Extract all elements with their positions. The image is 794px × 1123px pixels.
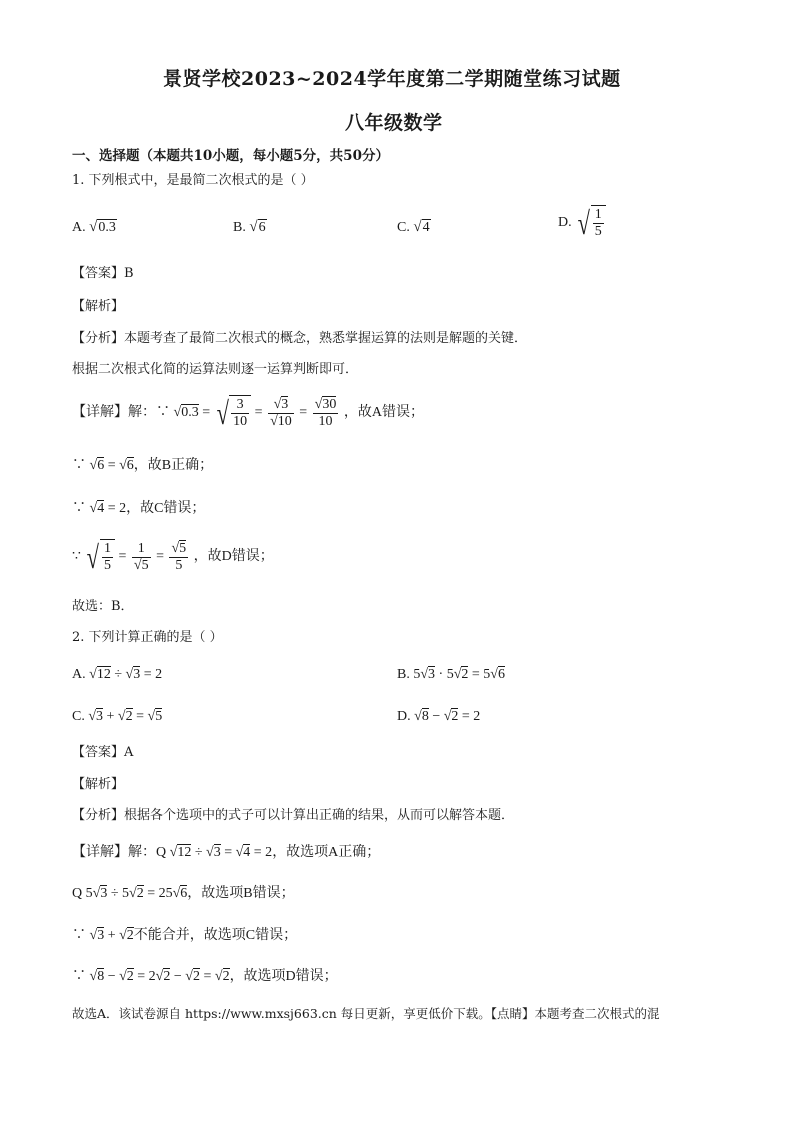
page-footer-line: 故选A．该试卷源自 https://www.mxsj663.cn 每日更新，享更低价下载。【点睛】本题考查二次根式的混 — [72, 1006, 660, 1021]
q1-jiexi: 【解析】 — [72, 299, 125, 314]
option-label: D. — [397, 709, 411, 724]
radicand: 6 — [258, 220, 266, 235]
q1-detail-d: ∵ √ $\frac{1}{5}$ = $\frac{1}{√5}$ = $\frac{√5}{5}$ ，故D错误； — [72, 539, 274, 575]
option-label: D. — [558, 215, 572, 230]
q1-detail-c: ∵ √4 = 2，故C错误； — [72, 501, 206, 516]
q2-detail-b: Q 5√3 ÷ 5√2 = 25√6，故选项B错误； — [72, 886, 295, 901]
detail-suffix: ，故D错误； — [193, 549, 274, 564]
q1-option-c: C. √4 — [397, 219, 430, 235]
page-subtitle: 八年级数学 — [345, 112, 443, 134]
radicand: 0.3 — [98, 220, 116, 235]
option-label: A. — [72, 667, 86, 682]
q2-option-a: A. √12 ÷ √3 = 2 — [72, 667, 163, 682]
q1-detail-b: ∵ √6 = √6，故B正确； — [72, 458, 214, 473]
q1-detail-a: 【详解】解：∵ √0.3 = √ $\frac{3}{10}$ = $\frac{√3}{√10}$ = $\frac{√30}{10}$ ，故A错误； — [72, 395, 424, 431]
section-heading: 一、选择题（本题共10小题，每小题5分，共50分） — [72, 148, 389, 164]
q1-option-b: B. √6 — [233, 219, 266, 235]
q2-stem: 2. 下列计算正确的是（ ） — [72, 630, 223, 645]
fraction-denominator: 5 — [594, 224, 602, 239]
detail-suffix: ，故C错误； — [126, 501, 206, 516]
detail-suffix: 不能合并，故选项C错误； — [133, 928, 298, 943]
q1-option-a: A. √0.3 — [72, 219, 116, 235]
q2-answer: 【答案】A — [72, 745, 134, 760]
q1-fenxi: 【分析】本题考查了最简二次根式的概念，熟悉掌握运算的法则是解题的关键． — [72, 331, 528, 346]
page-title: 景贤学校2023~2024学年度第二学期随堂练习试题 — [163, 68, 621, 90]
option-label: B. — [397, 667, 410, 682]
fraction-numerator: 1 — [594, 207, 602, 222]
q1-answer: 【答案】B — [72, 266, 134, 281]
q1-stem: 1. 下列根式中，是最简二次根式的是（ ） — [72, 173, 314, 188]
q2-detail-d: ∵ √8 − √2 = 2√2 − √2 = √2，故选项D错误； — [72, 969, 338, 984]
detail-suffix: ，故选项B错误； — [187, 886, 295, 901]
q2-option-d: D. √8 − √2 = 2 — [397, 709, 481, 724]
detail-prefix: Q — [72, 886, 83, 901]
q2-detail-a: 【详解】解：Q √12 ÷ √3 = √4 = 2，故选项A正确； — [72, 845, 381, 860]
radicand: 4 — [422, 220, 430, 235]
q2-fenxi: 【分析】根据各个选项中的式子可以计算出正确的结果，从而可以解答本题． — [72, 808, 515, 823]
q2-option-c: C. √3 + √2 = √5 — [72, 709, 163, 724]
detail-prefix: 【详解】解：Q — [72, 845, 167, 860]
option-label: C. — [397, 220, 410, 235]
option-label: C. — [72, 709, 85, 724]
detail-suffix: ，故A错误； — [343, 405, 424, 420]
q2-detail-c: ∵ √3 + √2不能合并，故选项C错误； — [72, 928, 298, 943]
q1-fenxi2: 根据二次根式化简的运算法则逐一运算判断即可． — [72, 362, 359, 377]
detail-suffix: ，故选项A正确； — [272, 845, 381, 860]
detail-suffix: ，故选项D错误； — [229, 969, 338, 984]
q1-option-d: D. √ $\frac{1}{5}$ — [558, 205, 606, 241]
detail-suffix: ，故B正确； — [133, 458, 214, 473]
detail-prefix: 【详解】解：∵ — [72, 405, 170, 420]
q1-choose: 故选：B． — [72, 599, 134, 614]
option-label: B. — [233, 220, 246, 235]
q2-option-b: B. 5√3 · 5√2 = 5√6 — [397, 667, 505, 682]
option-label: A. — [72, 220, 86, 235]
q2-jiexi: 【解析】 — [72, 777, 125, 792]
